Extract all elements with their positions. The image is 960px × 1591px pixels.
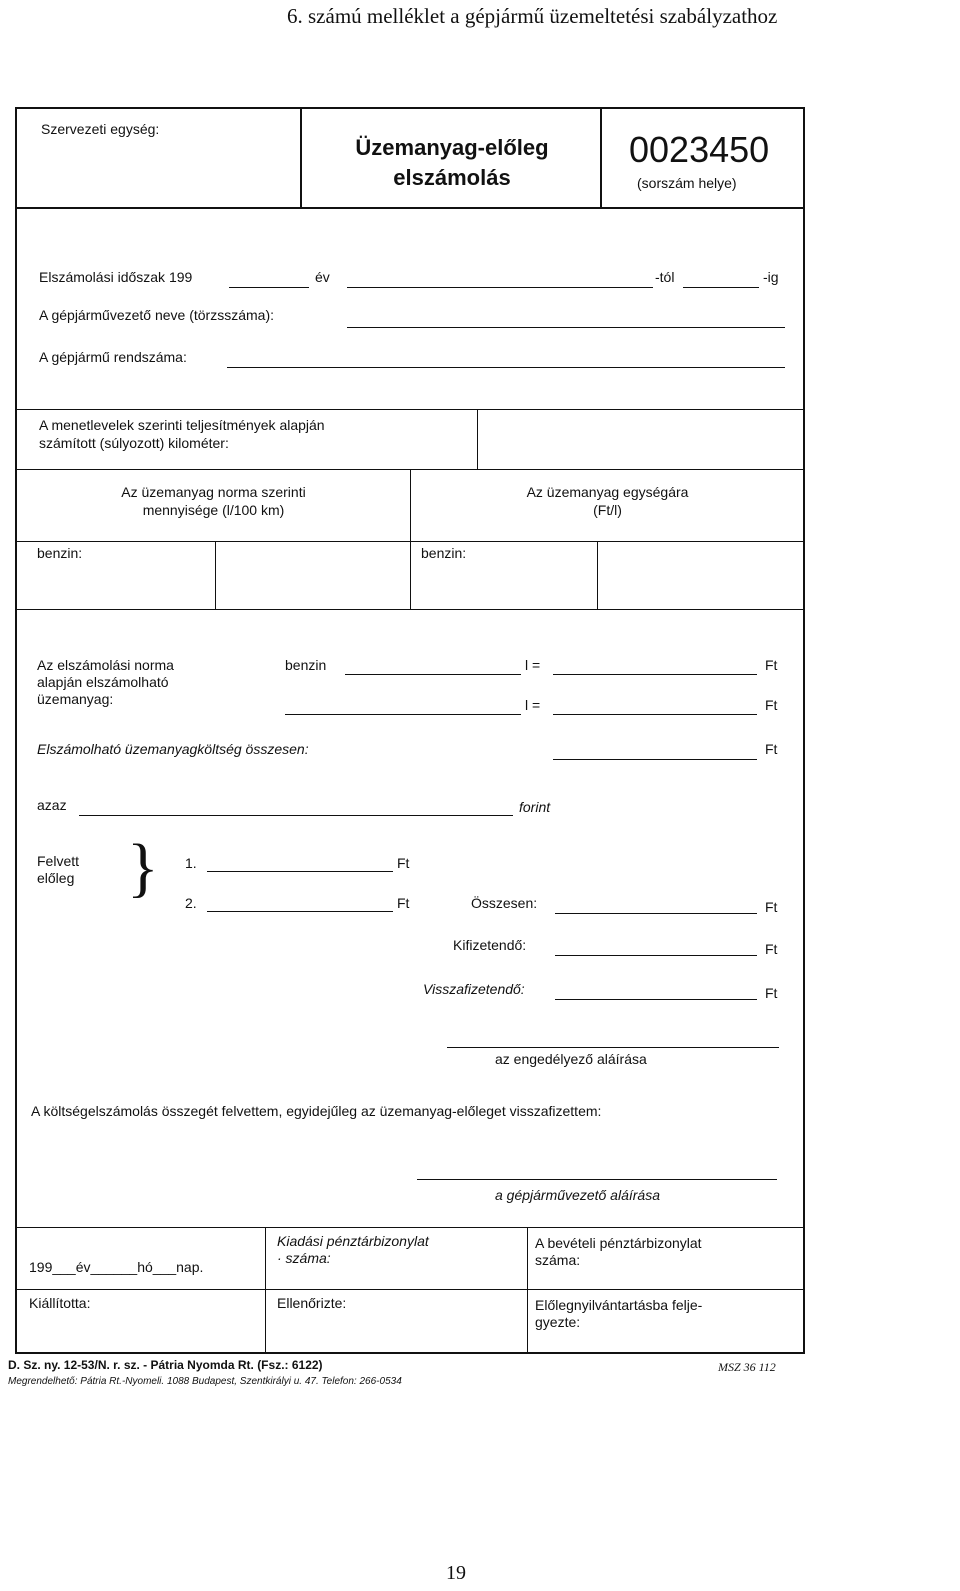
period-year: év [315, 269, 330, 285]
divider [265, 1227, 266, 1354]
fill-line [227, 367, 785, 368]
date-field: 199___év______hó___nap. [29, 1259, 204, 1275]
form-title: Üzemanyag-előleg elszámolás [355, 135, 549, 190]
fuel-advance-form [15, 107, 805, 1354]
issued-by-label: Kiállította: [29, 1295, 91, 1311]
footer-print-info: D. Sz. ny. 12-53/N. r. sz. - Pátria Nyomda Rt. (Fsz.: 6122) [8, 1358, 323, 1372]
fill-line [553, 674, 757, 675]
advance-label: Felvett előleg [37, 853, 80, 886]
fill-line [555, 955, 757, 956]
calc-label: Az elszámolási norma alapján elszámolható üzemanyag: [37, 657, 174, 707]
fill-line [345, 674, 521, 675]
divider [17, 1289, 805, 1290]
divider [17, 207, 805, 209]
divider [17, 469, 805, 470]
calc-ft-2: Ft [765, 697, 778, 713]
fill-line [555, 913, 757, 914]
divider [215, 541, 216, 609]
divider [477, 409, 478, 469]
serial-caption: (sorszám helye) [637, 175, 737, 191]
fill-line [347, 327, 785, 328]
advance-n2: 2. [185, 895, 197, 911]
checked-by-label: Ellenőrizte: [277, 1295, 347, 1311]
statement-text: A költségelszámolás összegét felvettem, egyidejűleg az üzemanyag-előleget visszafizettem: [31, 1103, 602, 1119]
unit-label: Szervezeti egység: [41, 121, 160, 137]
fill-line [79, 815, 513, 816]
divider [17, 1227, 805, 1228]
plate-label: A gépjármű rendszáma: [39, 349, 187, 365]
brace-icon: } [127, 831, 159, 904]
fill-line [683, 287, 759, 288]
payout-ft: Ft [765, 941, 778, 957]
fill-line [553, 759, 757, 760]
signature-line [447, 1047, 779, 1048]
advance-ft-2: Ft [397, 895, 410, 911]
norm-qty-label: Az üzemanyag norma szerinti mennyisége (l/100 km) [121, 484, 306, 518]
fill-line [347, 287, 653, 288]
fill-line [555, 999, 757, 1000]
payout-label: Kifizetendő: [453, 937, 527, 953]
divider [17, 541, 805, 542]
calc-liter-1: l = [525, 657, 541, 673]
signature-line [417, 1179, 777, 1180]
ledger-label: Előlegnyilvántartásba felje- gyezte: [535, 1297, 703, 1330]
advance-total-label: Összesen: [471, 895, 538, 911]
divider [597, 541, 598, 609]
page-number: 19 [446, 1562, 466, 1584]
divider [300, 109, 302, 209]
approver-signature-label: az engedélyező aláírása [495, 1051, 647, 1067]
period-label: Elszámolási időszak 199 [39, 269, 193, 285]
divider [527, 1227, 528, 1354]
fill-line [553, 714, 757, 715]
calc-benzin: benzin [285, 657, 327, 673]
calc-ft-3: Ft [765, 741, 778, 757]
serial-number: 0023450 [629, 129, 770, 170]
footer-standard: MSZ 36 112 [718, 1360, 776, 1374]
fill-line [207, 871, 393, 872]
km-label: A menetlevelek szerinti teljesítmények alapján számított (súlyozott) kilométer: [39, 417, 325, 451]
fill-line [229, 287, 309, 288]
driver-signature-label: a gépjárművezető aláírása [495, 1187, 660, 1203]
total-cost-label: Elszámolható üzemanyagköltség összesen: [37, 741, 309, 757]
benzin-label: benzin: [37, 545, 83, 561]
divider [17, 609, 805, 610]
advance-n1: 1. [185, 855, 197, 871]
period-to: -ig [763, 269, 779, 285]
forint-label: forint [519, 799, 551, 815]
calc-liter-2: l = [525, 697, 541, 713]
calc-ft-1: Ft [765, 657, 778, 673]
benzin-label: benzin: [421, 545, 467, 561]
page-header: 6. számú melléklet a gépjármű üzemeltetési szabályzathoz [287, 4, 778, 28]
refund-ft: Ft [765, 985, 778, 1001]
advance-ft-1: Ft [397, 855, 410, 871]
azaz-label: azaz [37, 797, 67, 813]
driver-label: A gépjárművezető neve (törzsszáma): [39, 307, 274, 323]
divider [600, 109, 602, 209]
period-from: -tól [655, 269, 675, 285]
voucher-in-label: A bevételi pénztárbizonylat száma: [535, 1235, 702, 1268]
divider [17, 409, 805, 410]
fill-line [285, 714, 521, 715]
unit-price-label: Az üzemanyag egységára (Ft/l) [526, 484, 689, 518]
footer-order-info: Megrendelhető: Pátria Rt.-Nyomeli. 1088 Budapest, Szentkirályi u. 47. Telefon: 266-0534 [8, 1376, 402, 1387]
refund-label: Visszafizetendő: [423, 981, 525, 997]
fill-line [207, 911, 393, 912]
voucher-out-label: Kiadási pénztárbizonylat · száma: [277, 1233, 429, 1266]
advance-ft-total: Ft [765, 899, 778, 915]
